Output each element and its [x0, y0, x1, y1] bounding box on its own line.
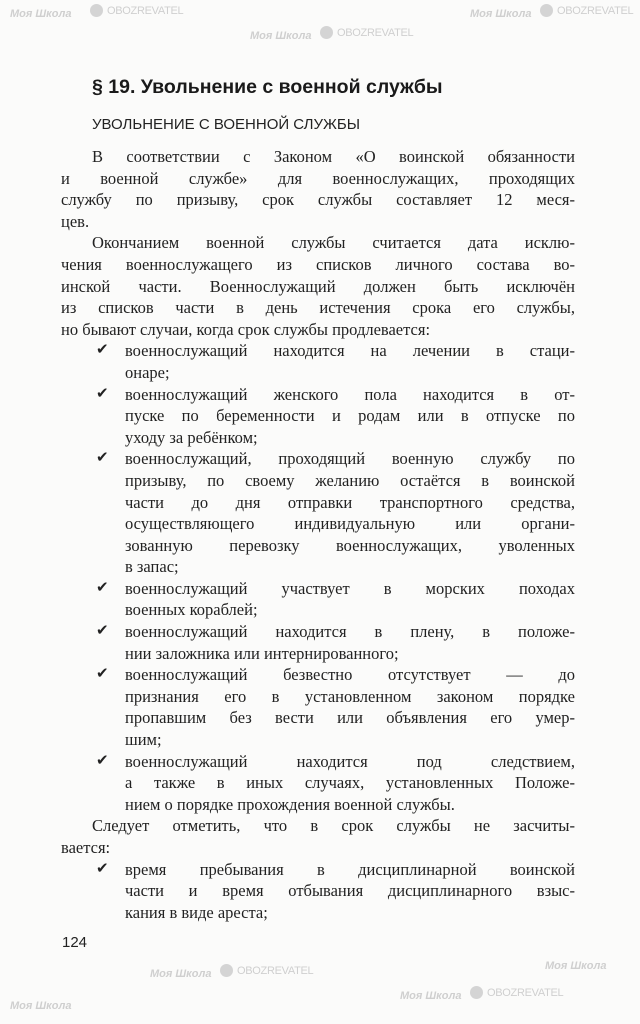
- checkmark-icon: ✔: [96, 450, 109, 467]
- text-line: время пребывания в дисциплинарной воинской: [125, 859, 575, 879]
- watermark-obozrevatel: OBOZREVATEL: [220, 964, 313, 977]
- list-item: [61, 448, 575, 578]
- text-line: военнослужащий находится под следствием,: [125, 751, 575, 771]
- watermark-obozrevatel: OBOZREVATEL: [90, 4, 183, 17]
- text-line: чения военнослужащего из списков личного состава во-: [61, 254, 575, 274]
- text-line: цев.: [61, 211, 90, 231]
- text-line: зованную перевозку военнослужащих, уволенных: [125, 535, 575, 555]
- checkmark-icon: ✔: [96, 860, 109, 877]
- text-line: военнослужащий находится в плену, в положе-: [125, 622, 575, 642]
- text-line: военнослужащий женского пола находится в от-: [125, 384, 575, 404]
- paragraph: [61, 232, 575, 340]
- text-line: военнослужащий участвует в морских походах: [125, 578, 575, 598]
- list-item: [61, 751, 575, 816]
- list-item: [61, 340, 575, 383]
- checkmark-icon: ✔: [96, 342, 109, 359]
- watermark-obozrevatel: OBOZREVATEL: [320, 26, 413, 39]
- watermark-moya-shkola: Моя Школа: [150, 968, 212, 980]
- checkmark-icon: ✔: [96, 579, 109, 596]
- text-line: в запас;: [125, 557, 179, 577]
- watermark-moya-shkola: Моя Школа: [470, 8, 532, 20]
- checkmark-icon: ✔: [96, 623, 109, 640]
- text-line: военных кораблей;: [125, 600, 258, 620]
- watermark-moya-shkola: Моя Школа: [10, 8, 72, 20]
- text-line: Окончанием военной службы считается дата исклю-: [92, 233, 575, 253]
- text-line: инской части. Военнослужащий должен быть исключён: [61, 276, 575, 296]
- text-line: признания его в установленном законом порядке: [125, 686, 575, 706]
- watermark-obozrevatel: OBOZREVATEL: [540, 4, 633, 17]
- text-line: призыву, по своему желанию остаётся в воинской: [125, 470, 575, 490]
- watermark-moya-shkola: Моя Школа: [400, 990, 462, 1002]
- list-item: [61, 859, 575, 924]
- watermark-moya-shkola: Моя Школа: [250, 30, 312, 42]
- list-item: [61, 384, 575, 449]
- list-item: [61, 664, 575, 750]
- text-line: из списков части в день истечения срока его службы,: [61, 298, 575, 318]
- page-title: § 19. Увольнение с военной службы: [92, 76, 443, 98]
- section-subheading: УВОЛЬНЕНИЕ С ВОЕННОЙ СЛУЖБЫ: [92, 116, 360, 133]
- text-line: части и время отбывания дисциплинарного взыс-: [125, 881, 575, 901]
- checkmark-icon: ✔: [96, 385, 109, 402]
- text-line: службу по призыву, срок службы составляет 12 меся-: [61, 190, 575, 210]
- text-line: нии заложника или интернированного;: [125, 643, 399, 663]
- text-line: пропавшим без вести или объявления его умер-: [125, 708, 575, 728]
- checkmark-icon: ✔: [96, 752, 109, 769]
- text-line: шим;: [125, 730, 162, 750]
- text-line: части до дня отправки транспортного средства,: [125, 492, 575, 512]
- text-line: уходу за ребёнком;: [125, 427, 258, 447]
- watermark-moya-shkola: Моя Школа: [545, 960, 607, 972]
- text-line: В соответствии с Законом «О воинской обязанности: [92, 147, 575, 166]
- text-line: осуществляющего индивидуальную или органи-: [125, 514, 575, 534]
- paragraph: [61, 146, 575, 232]
- text-line: пуске по беременности и родам или в отпуске по: [125, 406, 575, 426]
- text-line: нием о порядке прохождения военной службы.: [125, 794, 455, 814]
- text-line: военнослужащий находится на лечении в стаци-: [125, 341, 575, 361]
- text-line: военнослужащий безвестно отсутствует — до: [125, 665, 575, 685]
- text-line: но бывают случаи, когда срок службы продлевается:: [61, 319, 431, 339]
- page-number: 124: [62, 934, 88, 951]
- text-line: кания в виде ареста;: [125, 902, 268, 922]
- text-line: а также в иных случаях, установленных Положе-: [125, 773, 575, 793]
- list-item: [61, 621, 575, 664]
- watermark-obozrevatel: OBOZREVATEL: [470, 986, 563, 999]
- text-line: Следует отметить, что в срок службы не засчиты-: [92, 816, 575, 836]
- text-line: и военной службе» для военнослужащих, проходящих: [61, 168, 575, 188]
- body-text: [61, 146, 575, 923]
- watermark-moya-shkola: Моя Школа: [10, 1000, 72, 1012]
- list-item: [61, 578, 575, 621]
- checkmark-icon: ✔: [96, 666, 109, 683]
- text-line: военнослужащий, проходящий военную службу по: [125, 449, 575, 469]
- text-line: онаре;: [125, 362, 170, 382]
- text-line: вается:: [61, 838, 111, 857]
- paragraph: [61, 815, 575, 858]
